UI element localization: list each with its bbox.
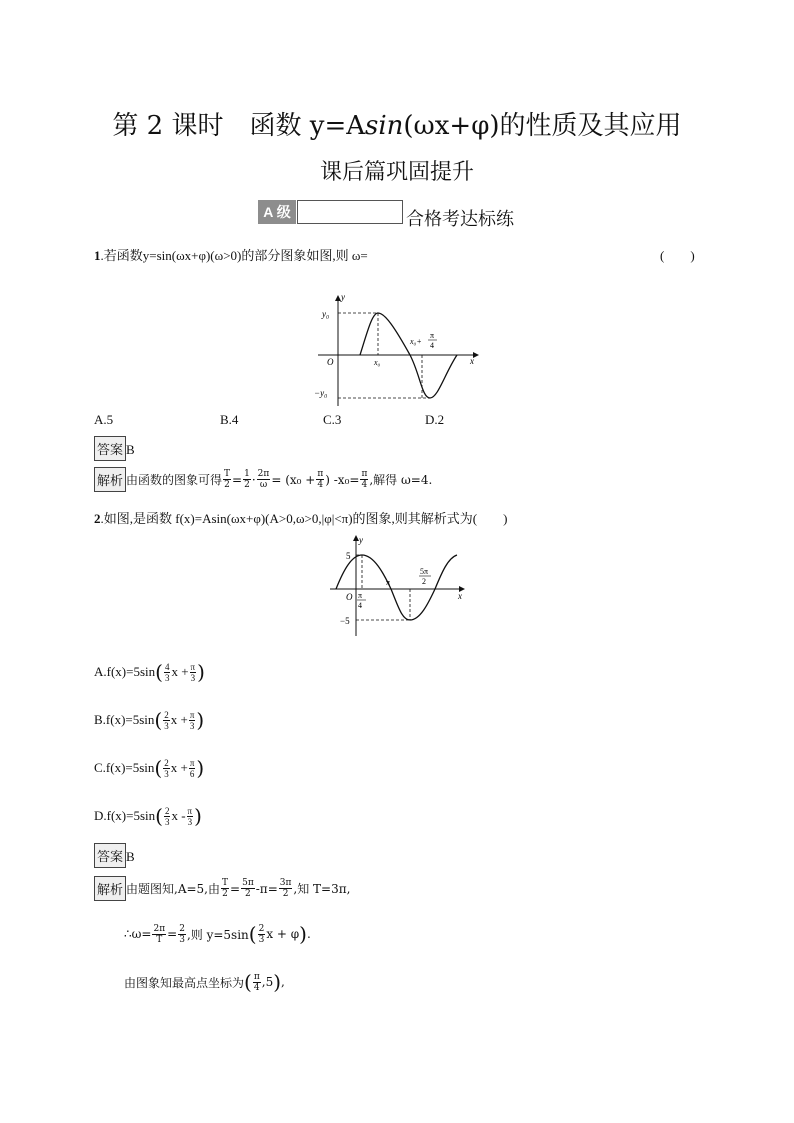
q2-explanation-line3: 由图象知最高点坐标为 ( $\frac{\pi}{4}$ ,5 ) ,: [124, 970, 285, 994]
q2-pi4-den: 4: [358, 601, 362, 610]
q2-expl2-suffix: .: [306, 927, 311, 941]
q2-option-b[interactable]: B.f(x)=5sin ( $\frac{2}{3}$ x + $\frac{\pi}{3}$ ): [94, 708, 205, 732]
q2-expl3-prefix: 由图象知最高点坐标为: [124, 975, 245, 990]
q2-expl2-mid: ,则 y=5sin: [186, 927, 249, 942]
q1-expl-frac-half: $\frac{1}{2}$: [244, 469, 250, 490]
q1-answer-tag: 答案: [94, 436, 126, 461]
q1-expl-suffix: ,解得 ω=4.: [369, 473, 433, 487]
level-badge: A 级: [258, 200, 296, 224]
q2-y-label: y: [359, 535, 363, 545]
q2-expl1-frac-5pi2: $\frac{5\pi}{2}$: [242, 878, 254, 899]
q2-answer-value: B: [126, 849, 135, 864]
q1-neg-y0-label: −y₀: [314, 388, 328, 398]
q2-pi-label: π: [386, 578, 391, 587]
q2-expl2-eq: =: [167, 927, 178, 941]
q1-option-d[interactable]: D.2: [425, 412, 445, 427]
q1-stem: [94, 245, 368, 264]
q1-option-c[interactable]: C.3: [323, 412, 342, 427]
q1-x0pi4-num: π: [430, 331, 435, 340]
q2-option-b-mid: x +: [170, 712, 188, 727]
q2-answer-tag: 答案: [94, 843, 126, 868]
q2-explanation-line2: ∴ω= $\frac{2\pi}{T}$ = $\frac{2}{3}$ ,则 y=5sin ( $\frac{2}{3}$ x + φ ) .: [124, 922, 311, 946]
q2-origin-label: O: [346, 592, 353, 602]
q1-y0-label: y₀: [322, 309, 330, 319]
level-blank-box: [297, 200, 403, 224]
q1-x-label: x: [470, 356, 474, 366]
q2-expl2-in: x + φ: [266, 927, 300, 941]
q1-graph: [300, 288, 490, 408]
page-title: 第 2 课时 函数 y=A𝑠𝑖𝑛(ωx+φ)的性质及其应用: [112, 111, 682, 141]
q2-explanation-line1: [94, 876, 350, 901]
q2-answer-row: [94, 843, 135, 868]
q1-expl-frac-2pi-omega: $\frac{2\pi}{\omega}$: [257, 469, 270, 490]
q2-explanation-tag: 解析: [94, 876, 126, 901]
q1-expl-mid: = (x₀ +: [271, 472, 316, 487]
q2-pi4-num: π: [358, 591, 363, 600]
q1-x0pi4-label: x₀+: [410, 337, 422, 346]
q2-stem-text: .如图,是函数 f(x)=Asin(ωx+φ)(A>0,ω>0,|φ|<π)的图象,则其解析式为( ): [100, 511, 508, 526]
q2-neg-five-label: −5: [340, 616, 350, 626]
q1-answer-row: [94, 436, 135, 461]
q2-stem: [94, 508, 507, 527]
q1-expl-prefix: 由函数的图象可得: [126, 473, 223, 487]
q1-expl-frac-t2: $\frac{T}{2}$: [224, 469, 231, 490]
q1-x0-label: x₀: [374, 358, 381, 367]
q1-expl-eq: =: [232, 472, 243, 487]
q2-option-b-prefix: B.f(x)=5sin: [94, 712, 155, 727]
q2-expl1-suffix: ,知 T=3π,: [293, 882, 351, 896]
q2-expl1-minus: -π=: [255, 881, 278, 896]
q2-expl1-frac-t2: $\frac{T}{2}$: [222, 878, 229, 899]
q2-option-c-mid: x +: [170, 760, 188, 775]
q2-expl2-prefix: ∴ω=: [124, 927, 152, 941]
q1-explanation: [94, 467, 432, 492]
q2-expl3-frac-pi4: $\frac{\pi}{4}$: [253, 971, 260, 993]
q2-graph: [318, 534, 468, 638]
q1-explanation-tag: 解析: [94, 467, 126, 492]
q1-origin-label: O: [327, 357, 334, 367]
q2-option-d[interactable]: D.f(x)=5sin ( $\frac{2}{3}$ x - $\frac{\pi}{3}$ ): [94, 804, 202, 828]
q1-answer-value: B: [126, 442, 135, 457]
q1-answer-paren: ( ): [660, 248, 695, 263]
q1-option-a[interactable]: A.5: [94, 412, 114, 427]
q2-expl2-frac-2pi-t: $\frac{2\pi}{T}$: [153, 923, 166, 945]
q2-expl1-prefix: 由题图知,A=5,由: [126, 882, 221, 896]
q2-expl2-frac-2-3-b: $\frac{2}{3}$: [258, 923, 265, 945]
q1-y-label: y: [341, 292, 345, 302]
q2-expl1-frac-3pi2: $\frac{3\pi}{2}$: [279, 878, 292, 899]
q2-five-label: 5: [346, 551, 351, 561]
q2-option-c-prefix: C.f(x)=5sin: [94, 760, 155, 775]
q2-sine-curve: [336, 555, 457, 620]
page-subtitle: 课后篇巩固提升: [319, 160, 474, 185]
q2-option-d-mid: x -: [171, 808, 186, 823]
q2-5pi2-den: 2: [422, 577, 426, 586]
q2-option-a-prefix: A.f(x)=5sin: [94, 664, 156, 679]
q1-stem-text: .若函数y=sin(ωx+φ)(ω>0)的部分图象如图,则 ω=: [100, 248, 368, 263]
q2-option-a-mid: x +: [171, 664, 189, 679]
q2-expl3-val: ,5: [261, 975, 274, 989]
q1-expl-frac-pi4-a: $\frac{\pi}{4}$: [317, 469, 324, 490]
q2-x-label: x: [458, 591, 462, 601]
q1-number: 1: [94, 248, 101, 263]
q1-expl-dot: ·: [251, 472, 256, 487]
q2-expl3-suffix: ,: [281, 975, 285, 989]
q2-expl2-frac-2-3: $\frac{2}{3}$: [179, 923, 185, 945]
q2-option-a[interactable]: A.f(x)=5sin ( $\frac{4}{3}$ x + $\frac{\pi}{3}$ ): [94, 660, 205, 684]
level-text: 合格考达标练: [406, 209, 514, 230]
q2-expl1-mid: =: [230, 881, 241, 896]
q2-option-c[interactable]: C.f(x)=5sin ( $\frac{2}{3}$ x + $\frac{\pi}{6}$ ): [94, 756, 205, 780]
q2-5pi2-num: 5π: [420, 567, 429, 576]
q1-expl-frac-pi4-b: $\frac{\pi}{4}$: [361, 469, 368, 490]
q1-x0pi4-den: 4: [430, 341, 434, 350]
q2-option-d-prefix: D.f(x)=5sin: [94, 808, 156, 823]
q1-expl-mid2: ) -x₀=: [325, 472, 360, 487]
q1-option-b[interactable]: B.4: [220, 412, 239, 427]
q2-number: 2: [94, 511, 101, 526]
